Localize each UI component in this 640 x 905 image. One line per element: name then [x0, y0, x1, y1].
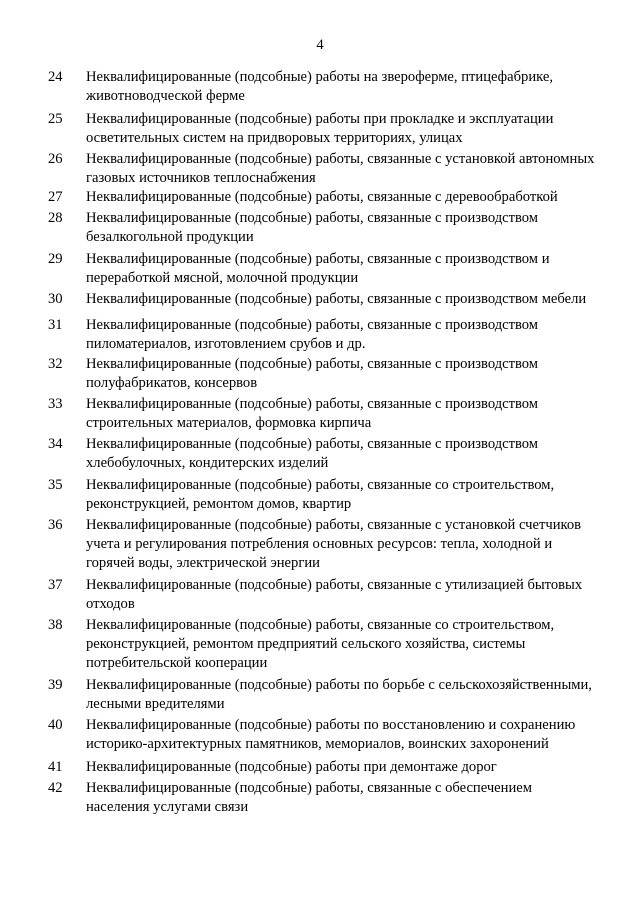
item-text-line: строительных материалов, формовка кирпича: [86, 415, 372, 431]
item-number: 31: [48, 317, 63, 333]
item-text: [86, 435, 616, 473]
item-text-line: Неквалифицированные (подсобные) работы, связанные с производством и: [86, 251, 550, 267]
item-text-line: Неквалифицированные (подсобные) работы, связанные со строительством,: [86, 617, 555, 633]
item-text-line: населения услугами связи: [86, 799, 249, 815]
item-text: [86, 779, 616, 817]
item-text: [86, 150, 616, 188]
item-text-line: Неквалифицированные (подсобные) работы, связанные с обеспечением: [86, 780, 532, 796]
item-text-line: Неквалифицированные (подсобные) работы, связанные с производством: [86, 210, 539, 226]
item-text: [86, 110, 616, 148]
item-text: [86, 290, 616, 309]
item-number: 27: [48, 189, 63, 205]
item-number: 25: [48, 111, 63, 127]
item-text-line: пиломатериалов, изготовлением срубов и др.: [86, 336, 366, 352]
item-number: 40: [48, 717, 63, 733]
item-text: [86, 188, 616, 207]
item-text-line: Неквалифицированные (подсобные) работы, связанные с производством: [86, 396, 539, 412]
item-text-line: учета и регулирования потребления основных ресурсов: тепла, холодной и: [86, 536, 553, 552]
item-text-line: Неквалифицированные (подсобные) работы при демонтаже дорог: [86, 759, 497, 775]
item-text-line: горячей воды, электрической энергии: [86, 555, 320, 571]
item-text-line: осветительных систем на придворовых территориях, улицах: [86, 130, 463, 146]
item-number: 39: [48, 677, 63, 693]
item-text: [86, 68, 616, 106]
item-number: 33: [48, 396, 63, 412]
item-text-line: реконструкцией, ремонтом домов, квартир: [86, 496, 352, 512]
item-text-line: безалкогольной продукции: [86, 229, 254, 245]
item-text-line: Неквалифицированные (подсобные) работы, связанные со строительством,: [86, 477, 555, 493]
item-text-line: переработкой мясной, молочной продукции: [86, 270, 359, 286]
item-text: [86, 395, 616, 433]
item-number: 36: [48, 517, 63, 533]
item-text-line: Неквалифицированные (подсобные) работы, связанные с производством: [86, 317, 539, 333]
item-text-line: газовых источников теплоснабжения: [86, 170, 316, 186]
item-number: 38: [48, 617, 63, 633]
item-text-line: Неквалифицированные (подсобные) работы, связанные с деревообработкой: [86, 189, 558, 205]
item-text-line: лесными вредителями: [86, 696, 225, 712]
item-number: 24: [48, 69, 63, 85]
item-text: [86, 758, 616, 777]
item-text-line: полуфабрикатов, консервов: [86, 375, 258, 391]
item-text-line: Неквалифицированные (подсобные) работы, связанные с утилизацией бытовых: [86, 577, 583, 593]
item-text-line: Неквалифицированные (подсобные) работы на звероферме, птицефабрике,: [86, 69, 553, 85]
item-text-line: Неквалифицированные (подсобные) работы, связанные с производством мебели: [86, 291, 587, 307]
item-number: 28: [48, 210, 63, 226]
item-text: [86, 355, 616, 393]
item-number: 42: [48, 780, 63, 796]
item-number: 29: [48, 251, 63, 267]
item-text-line: Неквалифицированные (подсобные) работы по восстановлению и сохранению: [86, 717, 576, 733]
item-text: [86, 516, 616, 573]
item-text-line: отходов: [86, 596, 135, 612]
item-number: 32: [48, 356, 63, 372]
item-text-line: Неквалифицированные (подсобные) работы, связанные с производством: [86, 436, 539, 452]
item-text-line: Неквалифицированные (подсобные) работы при прокладке и эксплуатации: [86, 111, 554, 127]
item-text-line: Неквалифицированные (подсобные) работы, связанные с производством: [86, 356, 539, 372]
item-text: [86, 476, 616, 514]
page-number: 4: [316, 37, 324, 53]
item-number: 37: [48, 577, 63, 593]
item-text: [86, 676, 616, 714]
item-text-line: животноводческой ферме: [86, 88, 245, 104]
item-text-line: хлебобулочных, кондитерских изделий: [86, 455, 329, 471]
item-text: [86, 616, 616, 673]
item-text-line: Неквалифицированные (подсобные) работы, связанные с установкой автономных: [86, 151, 595, 167]
item-number: 35: [48, 477, 63, 493]
item-text-line: Неквалифицированные (подсобные) работы по борьбе с сельскохозяйственными,: [86, 677, 592, 693]
item-text: [86, 250, 616, 288]
item-text: [86, 316, 616, 354]
item-text: [86, 576, 616, 614]
item-number: 30: [48, 291, 63, 307]
item-number: 34: [48, 436, 63, 452]
item-number: 41: [48, 759, 63, 775]
item-text-line: реконструкцией, ремонтом предприятий сельского хозяйства, системы: [86, 636, 526, 652]
item-text-line: потребительской кооперации: [86, 655, 268, 671]
item-text: [86, 209, 616, 247]
item-text-line: историко-архитектурных памятников, мемориалов, воинских захоронений: [86, 736, 549, 752]
item-text-line: Неквалифицированные (подсобные) работы, связанные с установкой счетчиков: [86, 517, 582, 533]
item-text: [86, 716, 616, 754]
item-number: 26: [48, 151, 63, 167]
